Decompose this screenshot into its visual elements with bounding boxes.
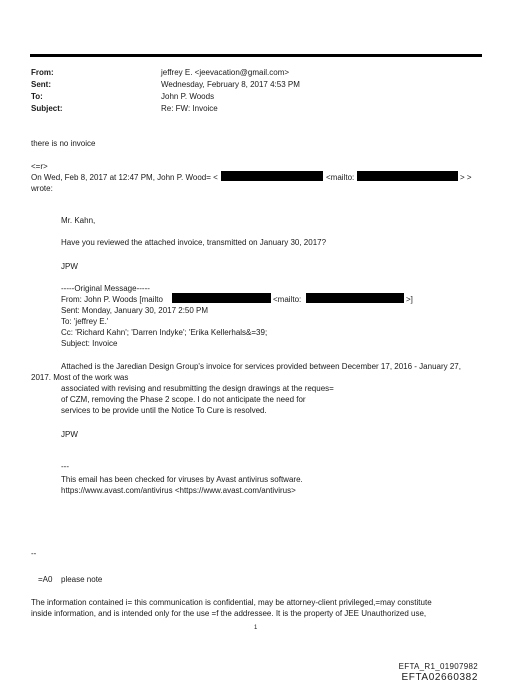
original-sent: Sent: Monday, January 30, 2017 2:50 PM xyxy=(61,306,209,315)
page-number: 1 xyxy=(254,625,258,631)
bates-number-secondary: EFTA02660382 xyxy=(401,672,478,683)
signature-dashes: -- xyxy=(31,549,37,558)
redaction-box xyxy=(306,293,404,303)
header-rule xyxy=(30,54,482,57)
nbsp-marker: =A0 xyxy=(38,575,53,584)
attached-line: of CZM, removing the Phase 2 scope. I do not anticipate the need for xyxy=(61,395,306,404)
original-from-end: >] xyxy=(406,295,413,304)
redaction-box xyxy=(221,171,323,181)
wrote-label: wrote: xyxy=(31,184,53,193)
reply-text: there is no invoice xyxy=(31,139,96,148)
signature-jpw: JPW xyxy=(61,430,78,439)
original-cc: Cc: 'Richard Kahn'; 'Darren Indyke'; 'Erika Kellerhals&=39; xyxy=(61,328,268,337)
confidentiality-line: inside information, and is intended only for the use =f the addressee. It is the property of JEE Unauthorized use, xyxy=(31,609,427,618)
attached-line: 2017. Most of the work was xyxy=(31,373,129,382)
quoted-intro: On Wed, Feb 8, 2017 at 12:47 PM, John P. Wood= < xyxy=(31,173,218,182)
cr-marker: <=r> xyxy=(31,162,48,171)
sent-label: Sent: xyxy=(31,80,51,89)
quoted-intro-mailto: <mailto: xyxy=(326,173,355,182)
subject-label: Subject: xyxy=(31,104,63,113)
confidentiality-line: The information contained i= this communication is confidential, may be attorney-client privileged,=may constitute xyxy=(31,598,432,607)
signature-jpw: JPW xyxy=(61,262,78,271)
question-line: Have you reviewed the attached invoice, transmitted on January 30, 2017? xyxy=(61,238,327,247)
original-to: To: 'jeffrey E.' xyxy=(61,317,109,326)
please-note: please note xyxy=(61,575,103,584)
original-subject: Subject: Invoice xyxy=(61,339,118,348)
quoted-intro-end: > > xyxy=(460,173,472,182)
from-value: jeffrey E. <jeevacation@gmail.com> xyxy=(161,68,290,77)
attached-line: Attached is the Jaredian Design Group's invoice for services provided between December 17, 2016 - January 27, xyxy=(61,362,461,371)
redaction-box xyxy=(357,171,458,181)
separator-dashes: --- xyxy=(61,462,69,471)
attached-line: associated with revising and resubmitting the design drawings at the reques= xyxy=(61,384,334,393)
greeting: Mr. Kahn, xyxy=(61,216,96,225)
redaction-box xyxy=(172,293,271,303)
original-from-mailto: <mailto: xyxy=(273,295,302,304)
avast-notice: This email has been checked for viruses by Avast antivirus software. xyxy=(61,475,303,484)
attached-line: services to be provide until the Notice To Cure is resolved. xyxy=(61,406,267,415)
original-from: From: John P. Woods [mailto xyxy=(61,295,163,304)
avast-link[interactable]: https://www.avast.com/antivirus <https://www.avast.com/antivirus> xyxy=(61,486,296,495)
to-value: John P. Woods xyxy=(161,92,215,101)
to-label: To: xyxy=(31,92,43,101)
bates-number-primary: EFTA_R1_01907982 xyxy=(398,662,478,671)
subject-value: Re: FW: Invoice xyxy=(161,104,218,113)
sent-value: Wednesday, February 8, 2017 4:53 PM xyxy=(161,80,300,89)
from-label: From: xyxy=(31,68,54,77)
original-message-header: -----Original Message----- xyxy=(61,284,150,293)
